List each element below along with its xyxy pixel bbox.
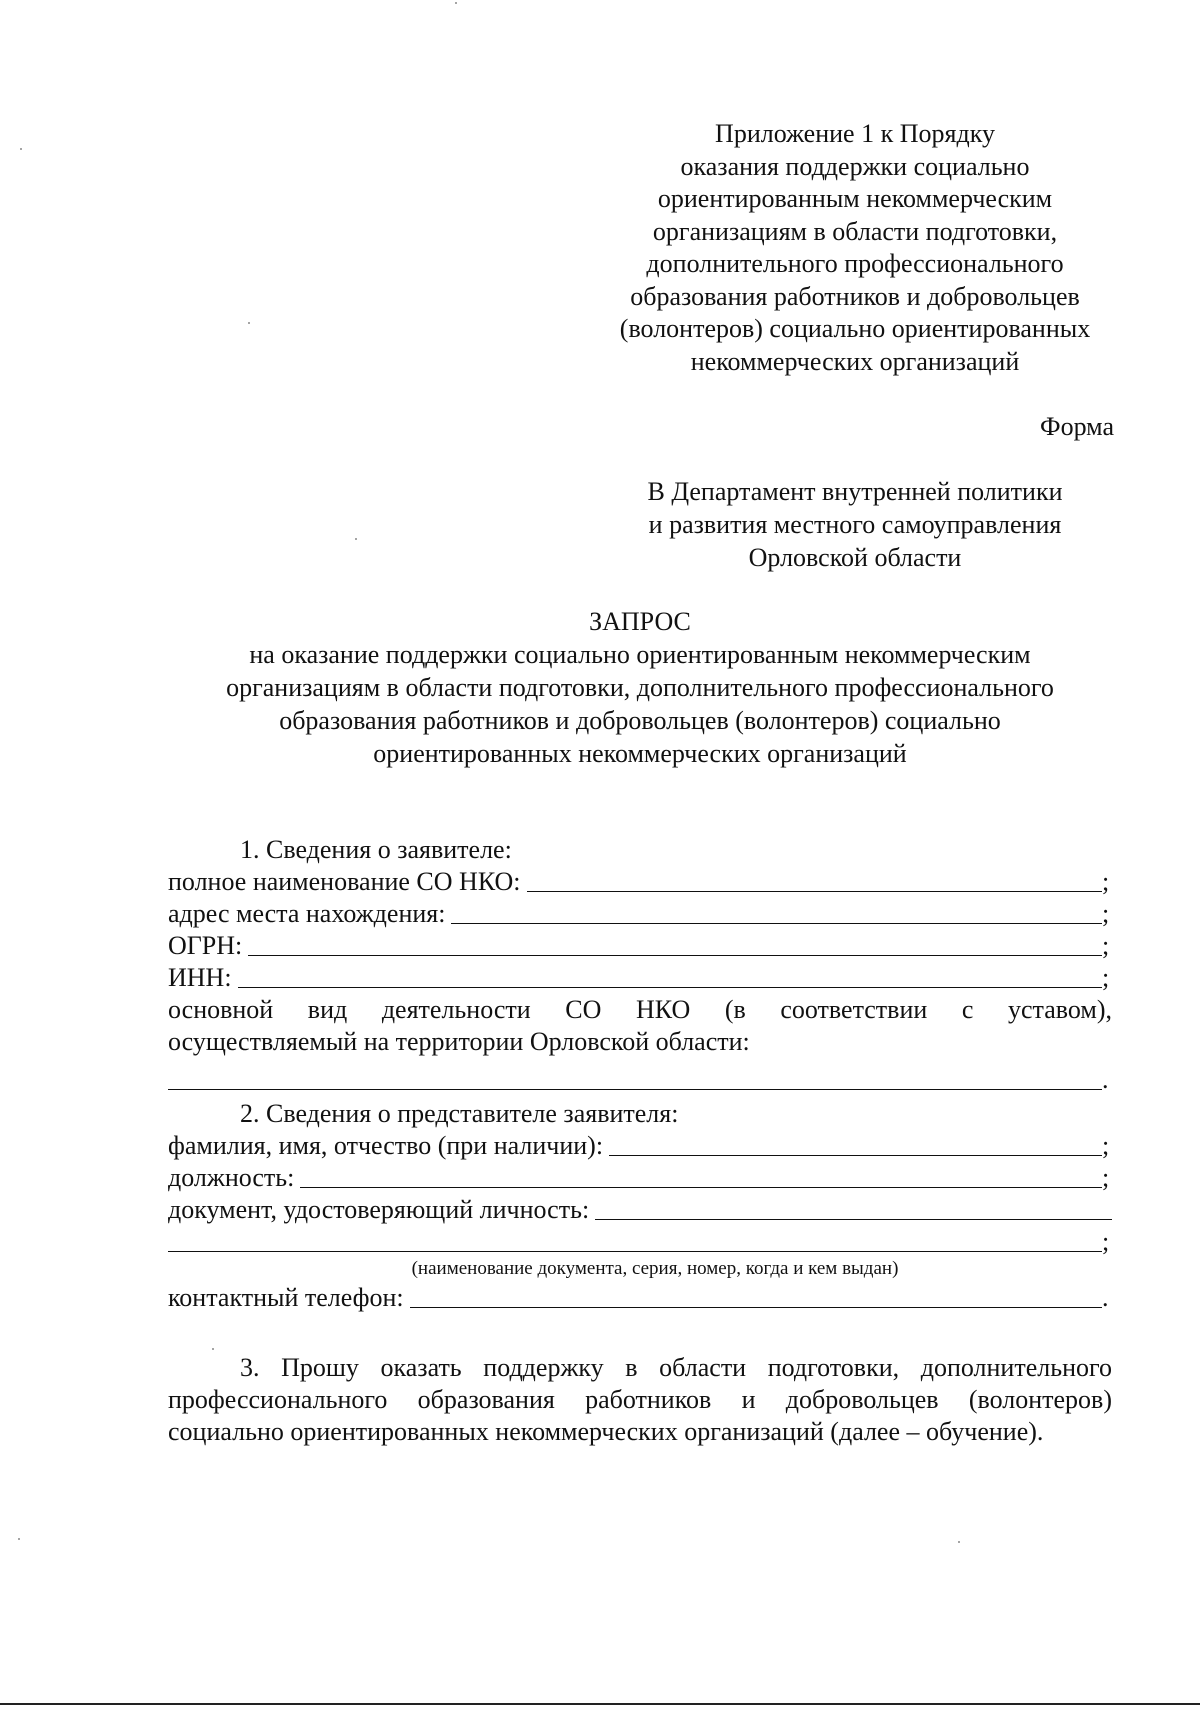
semicolon: ;: [1102, 899, 1110, 928]
fio-label: фамилия, имя, отчество (при наличии):: [168, 1131, 604, 1160]
ogrn-field[interactable]: [248, 929, 1102, 956]
section-representative: [168, 1098, 1112, 1314]
position-field[interactable]: [300, 1161, 1102, 1188]
scan-speck: [212, 1348, 214, 1350]
inn-row: [168, 962, 1112, 994]
appendix-line: некоммерческих организаций: [690, 346, 1020, 376]
section-applicant: [168, 834, 1112, 1096]
activity-row: [168, 994, 1112, 1026]
scan-speck: [248, 322, 250, 324]
semicolon: ;: [1102, 867, 1110, 896]
id-doc-field[interactable]: [595, 1193, 1112, 1220]
id-doc-label: документ, удостоверяющий личность:: [168, 1195, 590, 1224]
period: .: [1102, 1065, 1109, 1094]
scan-speck: [355, 538, 357, 540]
activity-field[interactable]: [168, 1063, 1102, 1090]
appendix-line: организациям в области подготовки,: [652, 216, 1058, 246]
scan-edge-line: [0, 1703, 1200, 1705]
period: .: [1102, 1283, 1109, 1312]
full-name-field[interactable]: [527, 865, 1102, 892]
address-field[interactable]: [451, 897, 1102, 924]
scan-speck: [455, 2, 457, 4]
semicolon: ;: [1102, 1227, 1110, 1256]
phone-row: [168, 1282, 1112, 1314]
fio-row: [168, 1130, 1112, 1162]
inn-field[interactable]: [238, 961, 1102, 988]
addressee-line: Орловской области: [748, 543, 962, 572]
activity-field-row: [168, 1064, 1112, 1096]
ogrn-row: [168, 930, 1112, 962]
phone-field[interactable]: [410, 1281, 1102, 1308]
appendix-line: Приложение 1 к Порядку: [715, 119, 995, 148]
scan-speck: [18, 1538, 20, 1540]
full-name-label: полное наименование СО НКО:: [168, 867, 521, 896]
section2-heading: [168, 1098, 1112, 1130]
scan-speck: [958, 1541, 960, 1543]
id-doc-row: [168, 1194, 1112, 1226]
phone-label: контактный телефон:: [168, 1283, 404, 1312]
request-subtitle-line: организациям в области подготовки, дополнительного профессионального: [226, 673, 1054, 702]
semicolon: ;: [1102, 963, 1110, 992]
addressee-block: [600, 475, 1110, 574]
position-label: должность:: [168, 1163, 295, 1192]
full-name-row: [168, 866, 1112, 898]
request-subtitle-line: ориентированных некоммерческих организаций: [373, 739, 907, 768]
ogrn-label: ОГРН:: [168, 931, 243, 960]
id-doc-hint: (наименование документа, серия, номер, когда и кем выдан): [411, 1258, 899, 1279]
addressee-line: В Департамент внутренней политики: [647, 477, 1063, 506]
activity-row-2: [168, 1026, 1112, 1058]
request-subtitle-line: на оказание поддержки социально ориентированным некоммерческим: [249, 640, 1031, 669]
section1-heading-text: 1. Сведения о заявителе:: [240, 835, 512, 864]
activity-label-line1: основной вид деятельности СО НКО (в соответствии с уставом),: [168, 995, 1112, 1024]
appendix-header: [585, 118, 1125, 378]
activity-label-line2: осуществляемый на территории Орловской области:: [168, 1027, 750, 1056]
request-title: ЗАПРОС: [589, 607, 691, 636]
form-label: Форма: [1040, 412, 1114, 441]
position-row: [168, 1162, 1112, 1194]
semicolon: ;: [1102, 931, 1110, 960]
id-doc-row-2: [168, 1226, 1112, 1258]
address-label: адрес места нахождения:: [168, 899, 446, 928]
appendix-line: образования работников и добровольцев: [630, 281, 1080, 311]
section1-heading: [168, 834, 1112, 866]
appendix-line: дополнительного профессионального: [646, 249, 1064, 278]
semicolon: ;: [1102, 1163, 1110, 1192]
appendix-line: оказания поддержки социально: [680, 151, 1030, 181]
address-row: [168, 898, 1112, 930]
request-subtitle-line: образования работников и добровольцев (волонтеров) социально: [279, 706, 1001, 735]
fio-field[interactable]: [609, 1129, 1102, 1156]
semicolon: ;: [1102, 1131, 1110, 1160]
appendix-line: (волонтеров) социально ориентированных: [619, 314, 1091, 343]
id-doc-field-2[interactable]: [168, 1225, 1102, 1252]
addressee-line: и развития местного самоуправления: [648, 510, 1062, 539]
request-title-block: [150, 605, 1130, 770]
section-request-text: 3. Прошу оказать поддержку в области подготовки, дополнительного профессионального образования работников и добровольцев (волонтеров) социально ориентированных некоммерческих организаций (далее – обучение).: [168, 1353, 1112, 1446]
section2-heading-text: 2. Сведения о представителе заявителя:: [240, 1099, 679, 1128]
inn-label: ИНН:: [168, 963, 232, 992]
scan-speck: [20, 148, 22, 150]
appendix-line: ориентированным некоммерческим: [657, 184, 1053, 213]
